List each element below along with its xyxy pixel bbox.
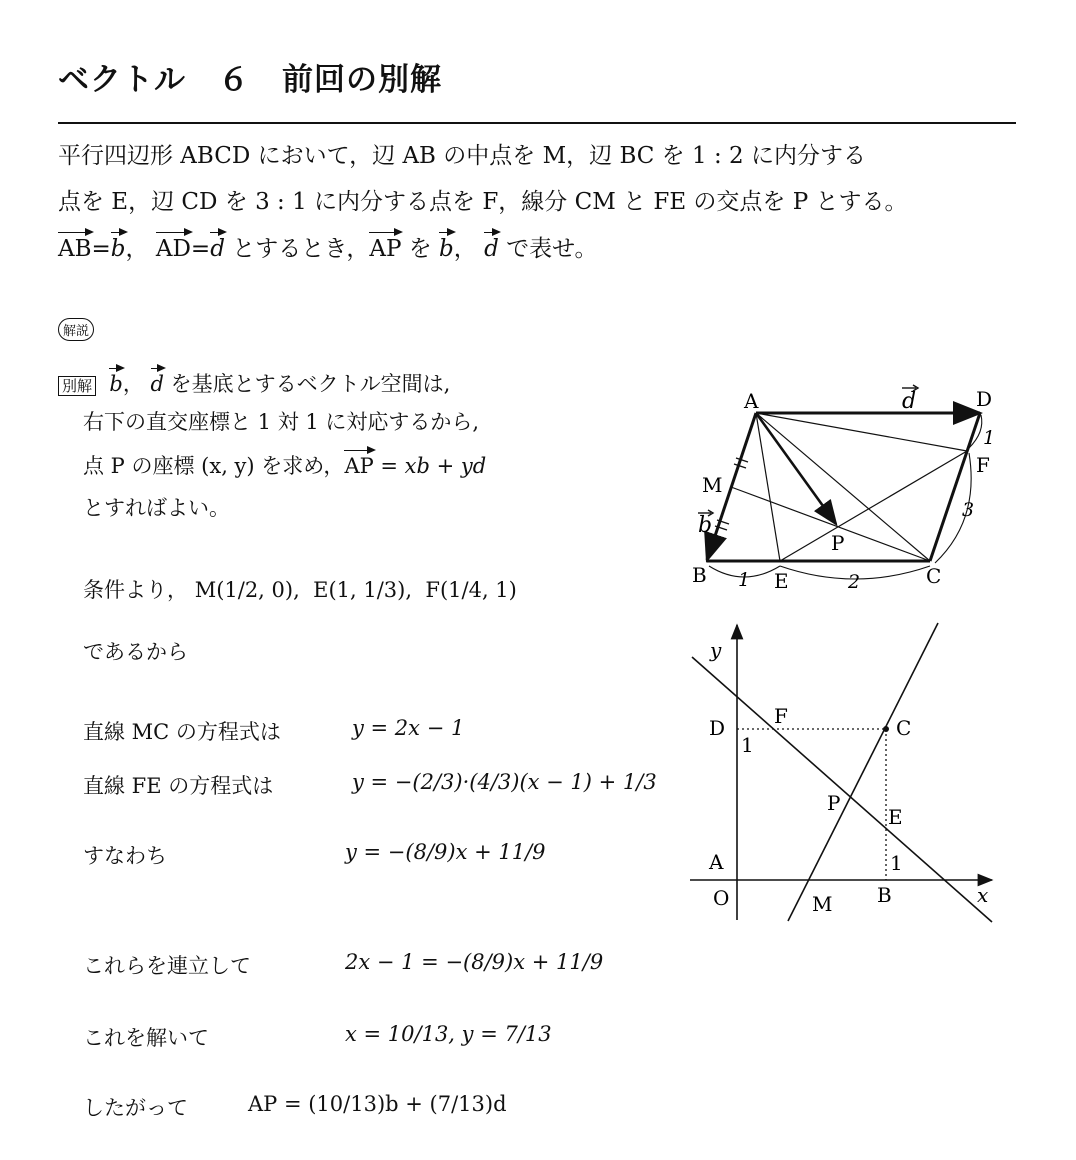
kaisetsu-badge: 解説 <box>58 318 94 341</box>
solution-line-3: 点 P の座標 (x, y) を求め，AP = xb + yd <box>83 454 487 478</box>
mc-label: 直線 MC の方程式は <box>83 720 281 744</box>
condition-phrase: とするとき， <box>224 236 370 262</box>
page-title: ベクトル ６ 前回の別解 <box>58 62 442 98</box>
parallelogram-figure <box>680 380 1020 600</box>
label-M: M <box>812 892 833 916</box>
ratio-FD: 1 <box>983 427 996 449</box>
problem-line-3 <box>58 230 597 263</box>
label-O: O <box>713 886 730 910</box>
label-M: M <box>702 473 723 497</box>
toite-equation: x = 10/13, y = 7/13 <box>345 1022 552 1046</box>
vector-d: d <box>484 236 499 262</box>
point-C-dot <box>883 726 889 732</box>
label-C: C <box>896 716 912 740</box>
tick-label-y-1: 1 <box>741 733 754 757</box>
comma: ， <box>453 236 477 262</box>
label-F: F <box>774 704 788 728</box>
vector-d: d <box>150 372 164 396</box>
label-y-axis: y <box>710 638 722 662</box>
label-d-vector: d <box>902 389 917 414</box>
label-E: E <box>774 569 789 593</box>
label-B: B <box>877 883 892 907</box>
label-x-axis: x <box>977 883 989 907</box>
sunawachi-equation: y = −(8/9)x + 11/9 <box>345 840 546 864</box>
vector-AB: AB <box>58 236 92 262</box>
fe-label: 直線 FE の方程式は <box>83 774 274 798</box>
ap-expression: = xb + yd <box>373 454 487 478</box>
label-D: D <box>709 716 726 740</box>
equals-sign: = <box>190 236 211 262</box>
fe-equation: y = −(2/3)·(4/3)(x − 1) + 1/3 <box>352 770 657 794</box>
betsukai-badge: 別解 <box>58 376 96 396</box>
point-M-coords: M(1/2, 0), <box>194 578 300 602</box>
coordinate-figure <box>680 615 1010 935</box>
vector-AP: AP <box>369 236 402 262</box>
label-P: P <box>827 791 841 815</box>
renritsu-label: これらを連立して <box>83 954 251 978</box>
vector-AD: AD <box>155 236 191 262</box>
particle-wo: を <box>401 236 440 262</box>
solution-line-4: とすればよい。 <box>83 496 230 520</box>
label-B: B <box>692 563 707 587</box>
condition-line <box>83 574 517 604</box>
condition-tail: であるから <box>83 640 188 664</box>
vector-AP-arrow <box>756 413 836 524</box>
problem-line-1: 平行四辺形 ABCD において，辺 AB の中点を M，辺 BC を 1 : 2 に内分する <box>58 143 866 169</box>
ratio-CF: 3 <box>962 499 975 521</box>
label-b-vector: b <box>698 513 713 538</box>
intro-text: を基底とするベクトル空間は, <box>163 372 451 396</box>
segment-AE <box>756 413 780 561</box>
ratio-EC: 2 <box>848 571 861 593</box>
mc-equation: y = 2x − 1 <box>352 716 465 740</box>
point-E-coords: E(1, 1/3), <box>313 578 413 602</box>
vector-b: b <box>109 372 123 396</box>
vector-d: d <box>210 236 225 262</box>
label-A: A <box>744 389 759 413</box>
point-F-coords: F(1/4, 1) <box>425 578 517 602</box>
label-P: P <box>831 531 845 555</box>
condition-label: 条件より， <box>83 578 188 602</box>
vector-b: b <box>439 236 454 262</box>
segment-EF <box>780 451 967 561</box>
segment-AF <box>756 413 967 451</box>
title-divider <box>58 122 1016 124</box>
toite-label: これを解いて <box>83 1026 209 1050</box>
problem-line-2: 点を E，辺 CD を 3 : 1 に内分する点を F，線分 CM と FE の交点を P とする。 <box>58 189 908 215</box>
label-A: A <box>709 850 724 874</box>
vector-b: b <box>110 236 126 262</box>
solution-line-2: 右下の直交座標と 1 対 1 に対応するから, <box>83 410 480 434</box>
label-E: E <box>888 805 903 829</box>
label-C: C <box>926 564 942 588</box>
label-D: D <box>976 387 993 411</box>
renritsu-equation: 2x − 1 = −(8/9)x + 11/9 <box>345 950 604 974</box>
tick-label-x-1: 1 <box>890 851 903 875</box>
result-label: したがって <box>83 1096 188 1120</box>
line-MC <box>788 623 938 921</box>
problem-ending: で表せ。 <box>498 236 598 262</box>
vector-AP: AP <box>344 454 374 478</box>
ratio-BE: 1 <box>738 569 751 591</box>
equals-sign: = <box>91 236 111 262</box>
result-equation: AP = (10/13)b + (7/13)d <box>248 1092 507 1116</box>
comma: ， <box>125 236 149 262</box>
sunawachi-label: すなわち <box>83 844 167 868</box>
label-F: F <box>976 453 990 477</box>
solution-intro: 別解 b， d を基底とするベクトル空間は, <box>58 368 450 398</box>
